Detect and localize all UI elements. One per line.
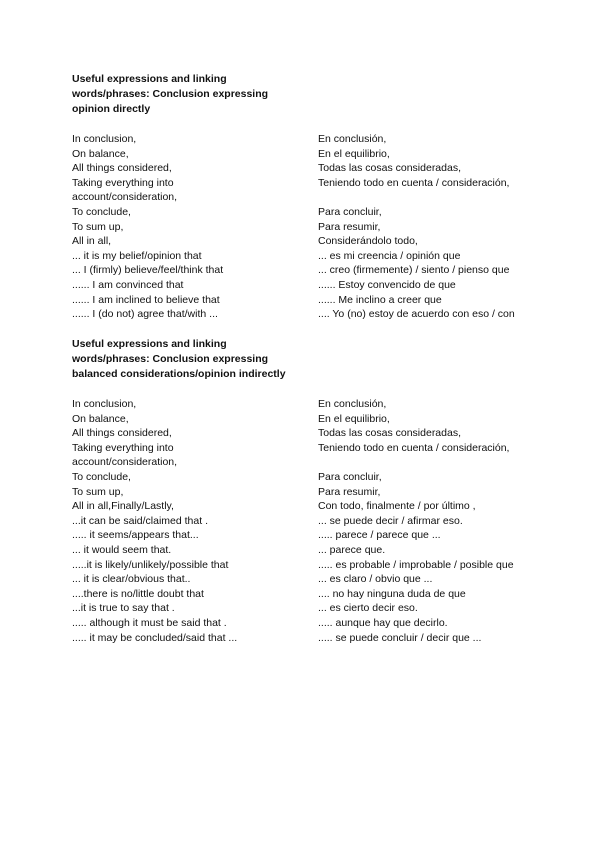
- spanish-translation: ..... parece / parece que ...: [318, 529, 441, 542]
- spanish-translation: Teniendo todo en cuenta / consideración,: [318, 176, 510, 189]
- english-phrase-line: On balance,: [72, 147, 129, 160]
- english-phrase: [72, 631, 318, 646]
- english-phrase: [72, 499, 318, 514]
- english-phrase: [72, 412, 318, 427]
- spanish-translation: ..... se puede concluir / decir que ...: [318, 631, 482, 644]
- phrase-row: [72, 558, 532, 573]
- english-phrase: [72, 572, 318, 587]
- english-phrase: [72, 263, 318, 278]
- english-phrase-line: ..... although it must be said that .: [72, 616, 227, 629]
- section-heading: Useful expressions and linking words/phrases: Conclusion expressing opinion directly: [72, 73, 269, 115]
- spanish-translation: Con todo, finalmente / por último ,: [318, 500, 476, 513]
- spanish-translation: ... se puede decir / afirmar eso.: [318, 514, 463, 527]
- english-phrase: [72, 587, 318, 602]
- english-phrase-line: Taking everything into: [72, 441, 174, 454]
- phrase-row: [72, 161, 532, 176]
- phrase-row: [72, 426, 532, 441]
- phrase-row: [72, 528, 532, 543]
- english-phrase: [72, 234, 318, 249]
- english-phrase-line: ... it is my belief/opinion that: [72, 249, 202, 262]
- english-phrase: [72, 161, 318, 176]
- english-phrase-line: ...it can be said/claimed that .: [72, 514, 208, 527]
- phrase-row: [72, 587, 532, 602]
- spanish-translation: Teniendo todo en cuenta / consideración,: [318, 441, 510, 454]
- spanish-translation: ... parece que.: [318, 543, 386, 556]
- spanish-translation: Para concluir,: [318, 205, 382, 218]
- english-phrase-line: ...... I am inclined to believe that: [72, 293, 220, 306]
- spanish-translation: .... Yo (no) estoy de acuerdo con eso / con: [318, 308, 515, 321]
- phrase-row: [72, 412, 532, 427]
- spanish-translation: En el equilibrio,: [318, 147, 390, 160]
- english-phrase-line: account/consideration,: [72, 456, 178, 469]
- spanish-translation: ...... Estoy convencido de que: [318, 278, 456, 291]
- english-phrase: [72, 220, 318, 235]
- english-phrase: [72, 601, 318, 616]
- phrase-row: [72, 543, 532, 558]
- english-phrase: [72, 441, 318, 470]
- english-phrase: [72, 307, 318, 322]
- spanish-translation: .... no hay ninguna duda de que: [318, 587, 466, 600]
- phrase-row: [72, 278, 532, 293]
- english-phrase-line: Taking everything into: [72, 176, 174, 189]
- english-phrase: [72, 397, 318, 412]
- english-phrase-line: All in all,Finally/Lastly,: [72, 500, 174, 513]
- english-phrase: [72, 514, 318, 529]
- spanish-translation: ..... aunque hay que decirlo.: [318, 616, 448, 629]
- spanish-translation: ...... Me inclino a creer que: [318, 293, 442, 306]
- english-phrase: [72, 426, 318, 441]
- phrase-row: [72, 499, 532, 514]
- phrase-row: [72, 132, 532, 147]
- phrase-row: [72, 631, 532, 646]
- english-phrase-line: ...... I (do not) agree that/with ...: [72, 308, 218, 321]
- phrase-row: [72, 293, 532, 308]
- phrase-row: [72, 485, 532, 500]
- english-phrase-line: To sum up,: [72, 220, 124, 233]
- spanish-translation: Para concluir,: [318, 470, 382, 483]
- spanish-translation: Considerándolo todo,: [318, 235, 418, 248]
- spanish-translation: En el equilibrio,: [318, 412, 390, 425]
- english-phrase: [72, 249, 318, 264]
- phrase-row: [72, 397, 532, 412]
- english-phrase-line: All things considered,: [72, 162, 172, 175]
- section-heading: Useful expressions and linking words/phrases: Conclusion expressing balanced considerations/opinion indirectly: [72, 338, 286, 380]
- spanish-translation: En conclusión,: [318, 133, 387, 145]
- english-phrase: [72, 616, 318, 631]
- english-phrase-line: ... I (firmly) believe/feel/think that: [72, 264, 224, 277]
- english-phrase-line: ... it would seem that.: [72, 543, 172, 556]
- spanish-translation: Para resumir,: [318, 485, 381, 498]
- spanish-translation: ... creo (firmemente) / siento / pienso que: [318, 264, 510, 277]
- phrase-row: [72, 514, 532, 529]
- section-direct-opinion: [72, 72, 532, 322]
- english-phrase-line: ..... it seems/appears that...: [72, 529, 199, 542]
- english-phrase-line: ... it is clear/obvious that..: [72, 573, 191, 586]
- phrase-row: [72, 263, 532, 278]
- phrase-row: [72, 147, 532, 162]
- english-phrase-line: ..... it may be concluded/said that ...: [72, 631, 238, 644]
- english-phrase: [72, 543, 318, 558]
- spanish-translation: ... es mi creencia / opinión que: [318, 249, 461, 262]
- phrase-row: [72, 601, 532, 616]
- english-phrase-line: .....it is likely/unlikely/possible that: [72, 558, 229, 571]
- phrase-row: [72, 220, 532, 235]
- phrase-row: [72, 176, 532, 205]
- english-phrase: [72, 176, 318, 205]
- phrase-list: [72, 132, 532, 322]
- phrase-list: [72, 397, 532, 645]
- english-phrase-line: ...... I am convinced that: [72, 278, 184, 291]
- spanish-translation: En conclusión,: [318, 398, 387, 410]
- english-phrase: [72, 470, 318, 485]
- english-phrase-line: In conclusion,: [72, 398, 137, 410]
- english-phrase-line: To conclude,: [72, 205, 131, 218]
- spanish-translation: Para resumir,: [318, 220, 381, 233]
- spanish-translation: Todas las cosas consideradas,: [318, 162, 461, 175]
- section-indirect-opinion: [72, 337, 532, 645]
- english-phrase: [72, 293, 318, 308]
- english-phrase-line: ...it is true to say that .: [72, 602, 175, 615]
- phrase-row: [72, 616, 532, 631]
- spanish-translation: ... es cierto decir eso.: [318, 602, 418, 615]
- english-phrase: [72, 147, 318, 162]
- english-phrase-line: To sum up,: [72, 485, 124, 498]
- phrase-row: [72, 572, 532, 587]
- english-phrase: [72, 132, 318, 147]
- english-phrase: [72, 485, 318, 500]
- phrase-row: [72, 234, 532, 249]
- phrase-row: [72, 441, 532, 470]
- english-phrase: [72, 278, 318, 293]
- phrase-row: [72, 205, 532, 220]
- english-phrase-line: account/consideration,: [72, 191, 178, 204]
- phrase-row: [72, 470, 532, 485]
- english-phrase-line: In conclusion,: [72, 133, 137, 145]
- english-phrase-line: On balance,: [72, 412, 129, 425]
- spanish-translation: ..... es probable / improbable / posible que: [318, 558, 514, 571]
- english-phrase-line: All in all,: [72, 235, 112, 248]
- english-phrase-line: ....there is no/little doubt that: [72, 587, 204, 600]
- english-phrase: [72, 528, 318, 543]
- phrase-row: [72, 307, 532, 322]
- english-phrase: [72, 558, 318, 573]
- spanish-translation: Todas las cosas consideradas,: [318, 427, 461, 440]
- english-phrase-line: To conclude,: [72, 470, 131, 483]
- english-phrase: [72, 205, 318, 220]
- english-phrase-line: All things considered,: [72, 427, 172, 440]
- phrase-row: [72, 249, 532, 264]
- spanish-translation: ... es claro / obvio que ...: [318, 573, 433, 586]
